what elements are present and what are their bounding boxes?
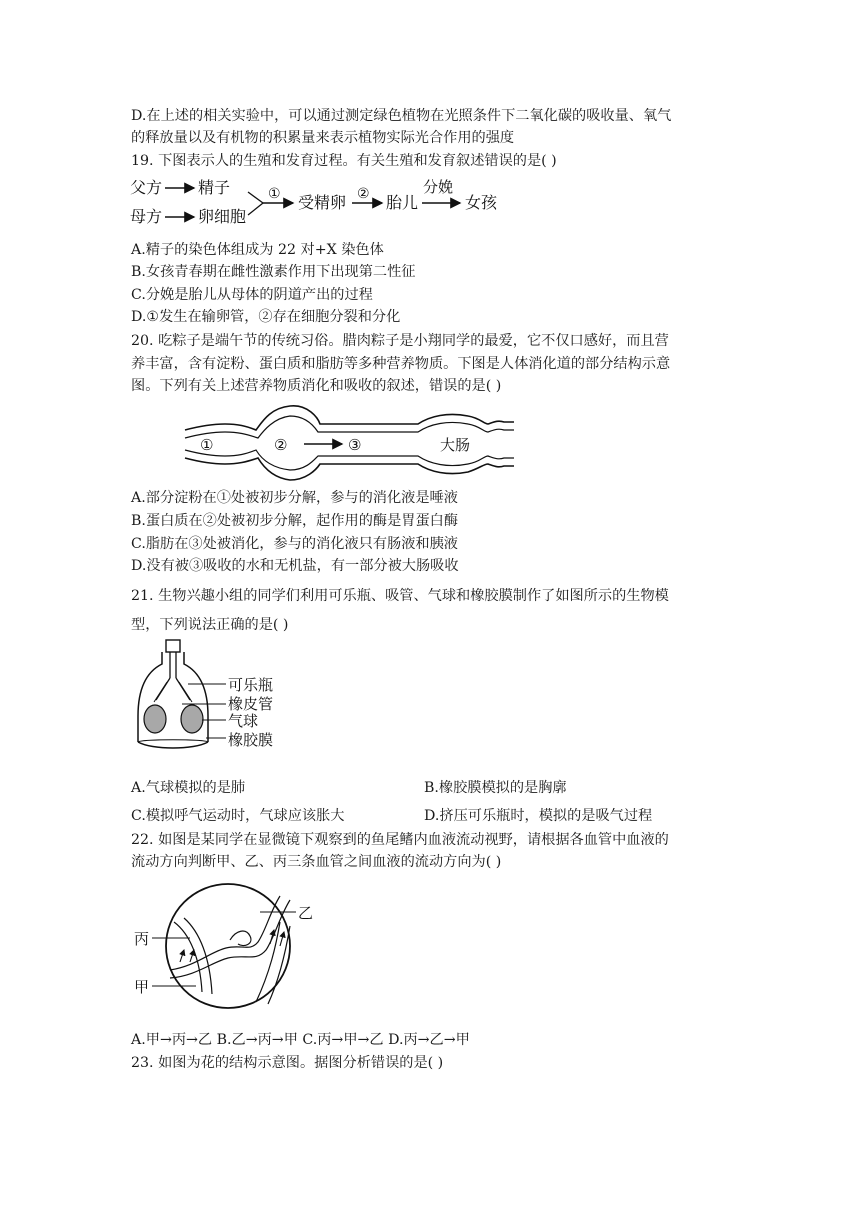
merge-bracket — [248, 192, 263, 215]
region-2-label: ② — [274, 436, 288, 454]
q21-option-c: C.模拟呼气运动时，气球应该胀大 — [131, 808, 345, 824]
q19-stem: 19. 下图表示人的生殖和发育过程。有关生殖和发育叙述错误的是( ) — [131, 153, 557, 169]
tract-top-wall — [185, 406, 514, 430]
q20-option-a: A.部分淀粉在①处被初步分解，参与的消化液是唾液 — [131, 490, 458, 506]
capillary-loop — [230, 931, 251, 946]
fish-tail-blood-flow-diagram — [130, 882, 330, 1012]
right-balloon — [181, 705, 203, 733]
microscope-field — [166, 884, 290, 1008]
q20-stem-line3: 图。下列有关上述营养物质消化和吸收的叙述，错误的是( ) — [131, 378, 502, 394]
rubber-membrane — [138, 742, 208, 748]
flow-arrow-1 — [180, 950, 184, 962]
father-label: 父方 — [130, 178, 163, 197]
colon-label: 大肠 — [440, 436, 471, 454]
mother-label: 母方 — [130, 207, 163, 226]
q19-option-b: B.女孩青春期在雌性激素作用下出现第二性征 — [131, 264, 416, 280]
step-1-label: ① — [268, 186, 281, 202]
tube-label: 橡皮管 — [228, 695, 274, 713]
branch-tubes-inner — [154, 682, 192, 702]
egg-label: 卵细胞 — [198, 207, 247, 226]
q22-stem-line1: 22. 如图是某同学在显微镜下观察到的鱼尾鳍内血液流动视野，请根据各血管中血液的 — [131, 832, 669, 848]
region-1-label: ① — [200, 436, 214, 454]
q20-option-b: B.蛋白质在②处被初步分解，起作用的酶是胃蛋白酶 — [131, 513, 459, 529]
tract-top-inner-wall — [185, 416, 514, 438]
digestive-tract-diagram — [180, 402, 520, 484]
vessel-yi-label: 乙 — [298, 904, 314, 922]
region-3-label: ③ — [348, 436, 362, 454]
vessel-bing-label: 丙 — [134, 930, 150, 948]
tract-bottom-wall — [185, 458, 514, 480]
q22-options: A.甲→丙→乙 B.乙→丙→甲 C.丙→甲→乙 D.丙→乙→甲 — [131, 1032, 470, 1048]
q22-stem-line2: 流动方向判断甲、乙、丙三条血管之间血液的流动方向为( ) — [131, 854, 502, 870]
branch-tubes — [156, 678, 190, 700]
q19-option-c: C.分娩是胎儿从母体的阴道产出的过程 — [131, 287, 373, 303]
q23-stem: 23. 如图为花的结构示意图。据图分析错误的是( ) — [131, 1055, 444, 1071]
q21-stem-line1: 21. 生物兴趣小组的同学们利用可乐瓶、吸管、气球和橡胶膜制作了如图所示的生物模 — [131, 588, 669, 604]
q21-option-b: B.橡胶膜模拟的是胸廓 — [424, 780, 567, 796]
membrane-rim — [138, 740, 208, 742]
q21-stem-line2: 型，下列说法正确的是( ) — [131, 617, 289, 633]
q21-option-d: D.挤压可乐瓶时，模拟的是吸气过程 — [424, 808, 653, 824]
flow-arrow-3 — [270, 930, 274, 944]
q19-option-a: A.精子的染色体组成为 22 对+X 染色体 — [131, 242, 384, 258]
flow-arrow-4 — [280, 932, 284, 946]
birth-label: 分娩 — [423, 178, 454, 196]
fertilized-egg-label: 受精卵 — [298, 193, 347, 212]
bell-jar-lung-model — [132, 638, 302, 760]
balloon-label: 气球 — [228, 712, 259, 730]
q19-option-d: D.①发生在输卵管，②存在细胞分裂和分化 — [131, 309, 401, 325]
q20-stem-line2: 养丰富，含有淀粉、蛋白质和脂肪等多种营养物质。下图是人体消化道的部分结构示意 — [131, 356, 671, 372]
bottle-label: 可乐瓶 — [228, 676, 274, 694]
girl-label: 女孩 — [465, 193, 498, 212]
q18-option-d-line1: D.在上述的相关实验中，可以通过测定绿色植物在光照条件下二氧化碳的吸收量、氧气 — [131, 108, 672, 124]
q20-option-d: D.没有被③吸收的水和无机盐，有一部分被大肠吸收 — [131, 558, 459, 574]
q18-option-d-line2: 的释放量以及有机物的积累量来表示植物实际光合作用的强度 — [131, 130, 515, 146]
fetus-label: 胎儿 — [386, 193, 419, 212]
vessel-right-a — [256, 922, 280, 1002]
q20-option-c: C.脂肪在③处被消化，参与的消化液只有肠液和胰液 — [131, 536, 458, 552]
membrane-label: 橡胶膜 — [228, 731, 274, 749]
q21-option-a: A.气球模拟的是肺 — [131, 780, 246, 796]
q20-stem-line1: 20. 吃粽子是端午节的传统习俗。腊肉粽子是小翔同学的最爱，它不仅口感好，而且营 — [131, 333, 669, 349]
vessel-jia-label: 甲 — [134, 978, 150, 996]
left-balloon — [144, 705, 166, 733]
reproduction-flow-diagram — [120, 172, 520, 232]
flow-arrow-2 — [190, 950, 194, 962]
step-2-label: ② — [357, 186, 370, 202]
sperm-label: 精子 — [198, 178, 231, 197]
bottle-cap — [166, 640, 180, 652]
